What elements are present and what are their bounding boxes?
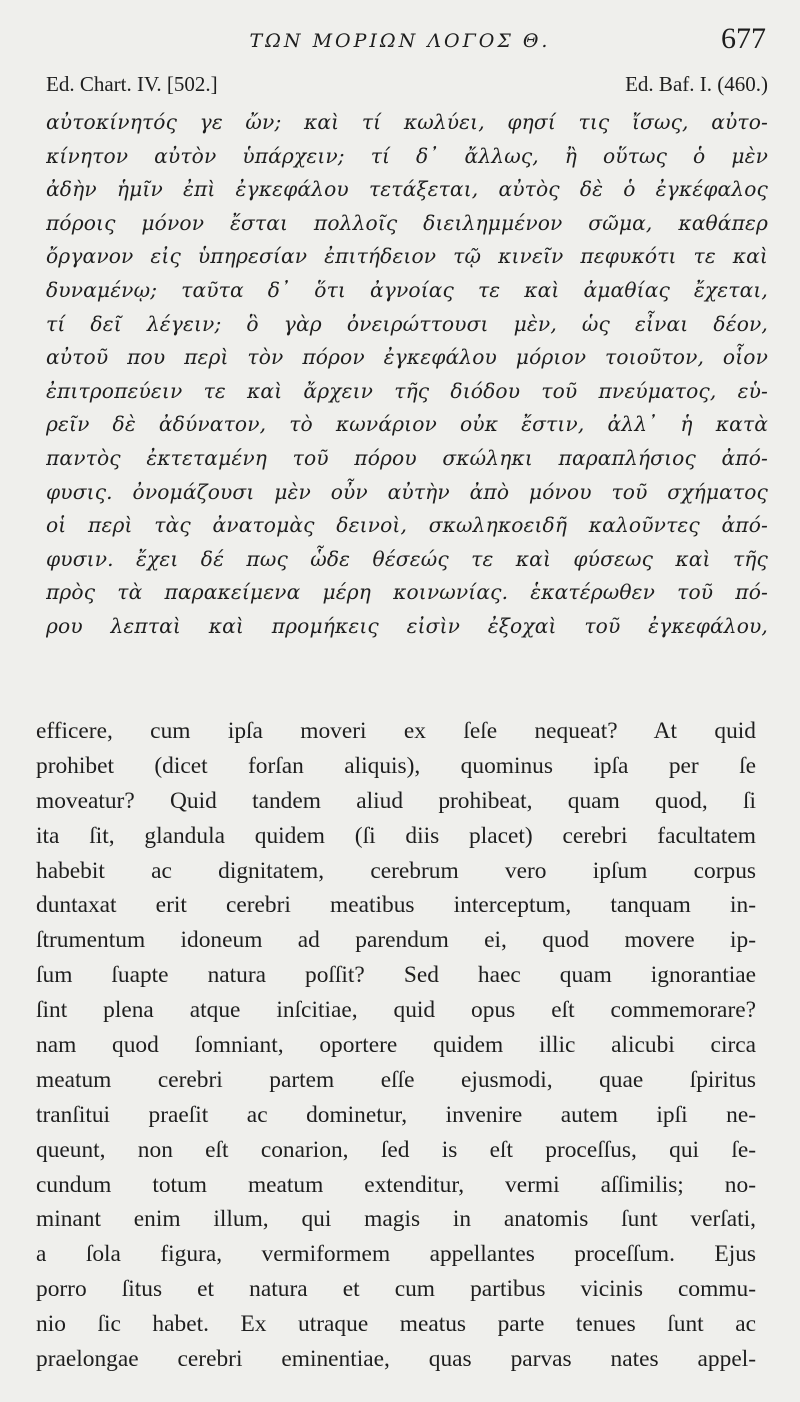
latin-line: porro ſitus et natura et cum partibus vicinis commu- <box>36 1276 756 1303</box>
edition-chart-reference: Ed. Chart. IV. [502.] <box>46 72 218 96</box>
latin-line: nio ſic habet. Ex utraque meatus parte tenues ſunt ac <box>36 1311 756 1338</box>
edition-references <box>46 72 768 102</box>
greek-line: πρὸς τὰ παρακείμενα μέρη κοινωνίας. ἑκατέρωθεν τοῦ πό- <box>46 580 768 605</box>
greek-line: πόροις μόνον ἔσται πολλοῖς διειλημμένον σῶμα, καθάπερ <box>46 210 768 235</box>
greek-line: δυναμένῳ; ταῦτα δ᾽ ὅτι ἀγνοίας τε καὶ ἀμαθίας ἔχεται, <box>46 277 768 302</box>
running-title: ΤΩΝ ΜΟΡΙΩΝ ΛΟΓΟΣ Θ. <box>249 30 551 52</box>
latin-line: a ſola figura, vermiformem appellantes proceſſum. Ejus <box>36 1241 756 1268</box>
latin-line: duntaxat erit cerebri meatibus interceptum, tanquam in- <box>36 892 756 919</box>
greek-line: οἱ περὶ τὰς ἀνατομὰς δεινοὶ, σκωληκοειδῆ καλοῦντες ἀπό- <box>46 513 768 538</box>
latin-line: ſint plena atque inſcitiae, quid opus eſt commemorare? <box>36 997 756 1024</box>
latin-line: efficere, cum ipſa moveri ex ſeſe nequeat? At quid <box>36 718 756 744</box>
greek-line: παντὸς ἐκτεταμένη τοῦ πόρου σκώληκι παραπλήσιος ἀπό- <box>46 445 768 470</box>
latin-line: praelongae cerebri eminentiae, quas parvas nates appel- <box>36 1346 756 1373</box>
latin-line: ſum ſuapte natura poſſit? Sed haec quam ignorantiae <box>36 962 756 989</box>
greek-line: ἀδὴν ἡμῖν ἐπὶ ἐγκεφάλου τετάξεται, αὐτὸς δὲ ὁ ἐγκέφαλος <box>46 177 768 202</box>
edition-basel-reference: Ed. Baf. I. (460.) <box>625 72 768 96</box>
latin-line: cundum totum meatum extenditur, vermi aſſimilis; no- <box>36 1171 756 1198</box>
page-number: 677 <box>721 22 766 55</box>
latin-line: tranſitui praeſit ac dominetur, invenire autem ipſi ne- <box>36 1101 756 1128</box>
greek-line: τί δεῖ λέγειν; ὃ γὰρ ὀνειρώττουσι μὲν, ὡς εἶναι δέον, <box>46 311 768 336</box>
latin-line: ſtrumentum idoneum ad parendum ei, quod movere ip- <box>36 927 756 954</box>
page-header <box>0 22 800 66</box>
latin-line: minant enim illum, qui magis in anatomis ſunt verſati, <box>36 1206 756 1233</box>
latin-line: moveatur? Quid tandem aliud prohibeat, quam quod, ſi <box>36 787 756 814</box>
latin-line: habebit ac dignitatem, cerebrum vero ipſum corpus <box>36 857 756 884</box>
greek-line: κίνητον αὐτὸν ὑπάρχειν; τί δ᾽ ἄλλως, ἢ οὕτως ὁ μὲν <box>46 143 768 168</box>
greek-line: ὄργανον εἰς ὑπηρεσίαν ἐπιτήδειον τῷ κινεῖν πεφυκότι τε καὶ <box>46 244 768 269</box>
latin-line: queunt, non eſt conarion, ſed is eſt proceſſus, qui ſe- <box>36 1136 756 1163</box>
latin-line: meatum cerebri partem eſſe ejusmodi, quae ſpiritus <box>36 1066 756 1093</box>
greek-line: ρου λεπταὶ καὶ προμήκεις εἰσὶν ἐξοχαὶ τοῦ ἐγκεφάλου, <box>46 613 768 638</box>
greek-line: αὐτοῦ που περὶ τὸν πόρον ἐγκεφάλου μόριον τοιοῦτον, οἷον <box>46 345 768 370</box>
greek-line: φυσιν. ἔχει δέ πως ὧδε θέσεώς τε καὶ φύσεως καὶ τῆς <box>46 546 768 571</box>
greek-text-block <box>46 106 768 644</box>
latin-line: nam quod ſomniant, oportere quidem illic alicubi circa <box>36 1032 756 1059</box>
greek-line: ρεῖν δὲ ἀδύνατον, τὸ κωνάριον οὐκ ἔστιν, ἀλλ᾽ ἡ κατὰ <box>46 412 768 437</box>
latin-line: prohibet (dicet forſan aliquis), quominus ipſa per ſe <box>36 752 756 779</box>
greek-line: αὐτοκίνητός γε ὤν; καὶ τί κωλύει, φησί τις ἴσως, αὐτο- <box>46 110 768 134</box>
greek-line: ἐπιτροπεύειν τε καὶ ἄρχειν τῆς διόδου τοῦ πνεύματος, εὑ- <box>46 378 768 403</box>
latin-line: ita ſit, glandula quidem (ſi diis placet) cerebri facultatem <box>36 822 756 849</box>
greek-line: φυσις. ὀνομάζουσι μὲν οὖν αὐτὴν ἀπὸ μόνου τοῦ σχήματος <box>46 479 768 504</box>
latin-text-block <box>36 714 756 1377</box>
